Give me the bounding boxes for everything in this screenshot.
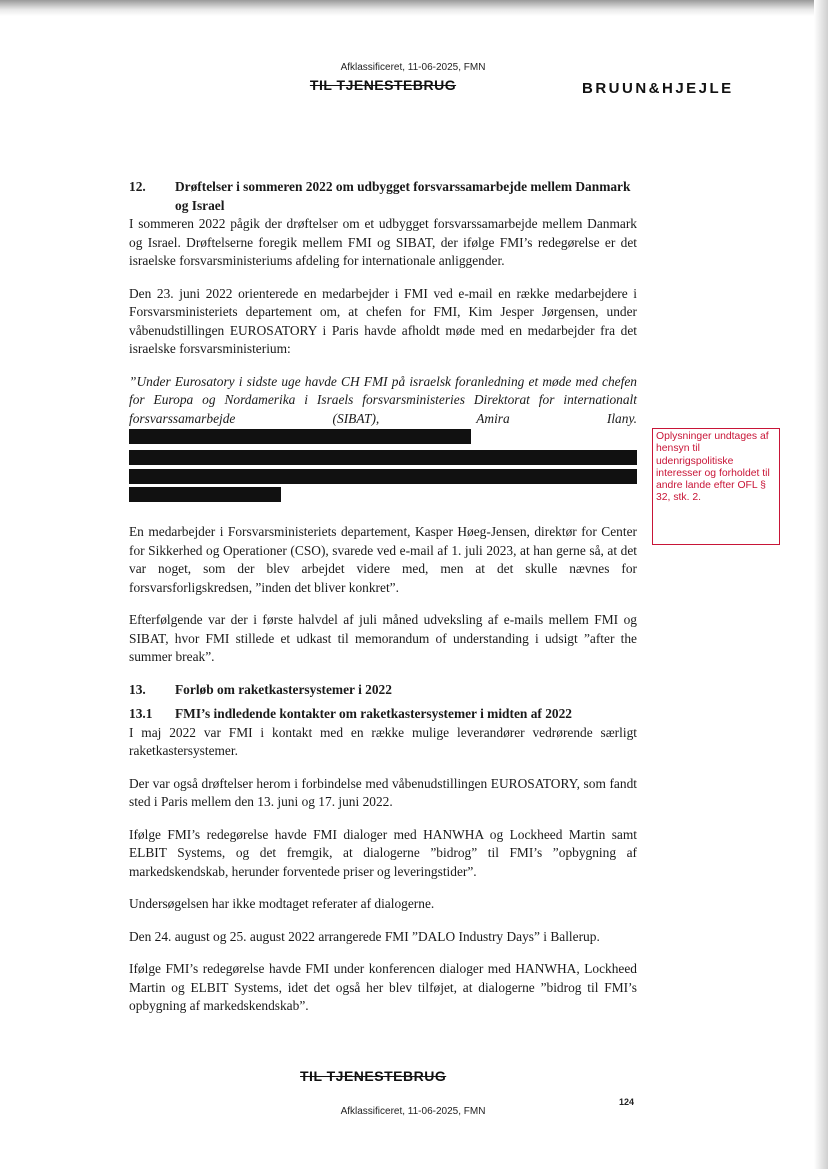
quote-paragraph xyxy=(129,373,637,447)
page-number: 124 xyxy=(619,1097,635,1107)
classification-header: TIL TJENESTEBRUG xyxy=(309,77,457,93)
paragraph: Den 24. august og 25. august 2022 arrangerede FMI ”DALO Industry Days” i Ballerup. xyxy=(129,928,600,944)
subsection-number: 13.1 xyxy=(129,706,153,721)
section-13-1-heading xyxy=(129,705,637,724)
section-12-heading xyxy=(129,178,637,215)
paragraph: En medarbejder i Forsvarsministeriets departement, Kasper Høeg-Jensen, direktør for Center for Sikkerhed og Operationer (CSO), svarede ved e-mail af 1. juli 2023, at han gerne så, at det var noget, som der blev arbejdet videre med, men at det skulle nævnes for forsvarsforligskredsen, ”inden det bliver konkret”. xyxy=(129,524,637,595)
redaction-bar xyxy=(129,487,281,502)
paragraph: I sommeren 2022 pågik der drøftelser om et udbygget forsvarssamarbejde mellem Danmark og Israel. Drøftelserne foregik mellem FMI og SIBAT, der ifølge FMI’s redegørelse er det israelske forsvarsministeriums afdeling for internationale anliggender. xyxy=(129,216,637,268)
classification-footer: TIL TJENESTEBRUG xyxy=(300,1068,447,1084)
scan-edge-right xyxy=(814,0,828,1169)
redaction-bar xyxy=(129,450,637,465)
paragraph: Undersøgelsen har ikke modtaget referater af dialogerne. xyxy=(129,896,435,911)
section-13-heading xyxy=(129,681,637,700)
declassification-stamp-bottom: Afklassificeret, 11-06-2025, FMN xyxy=(340,1106,486,1117)
redaction-annotation: Oplysninger undtages af hensyn til udenrigspolitiske interesser og forholdet til andre lande efter OFL § 32, stk. 2. xyxy=(652,428,780,545)
section-title: Drøftelser i sommeren 2022 om udbygget forsvarssamarbejde mellem Danmark og Israel xyxy=(175,179,631,213)
quote-text: ”Under Eurosatory i sidste uge havde CH FMI på israelsk foranledning et møde med chefen for Europa og Nordamerika i Israels forsvarsministeries Direktorat for internationalt forsvarssamarbejde (SIBAT), Amira Ilany. xyxy=(129,373,637,426)
redaction-bar xyxy=(129,429,471,444)
subsection-title: FMI’s indledende kontakter om raketkastersystemer i midten af 2022 xyxy=(175,706,572,721)
section-title: Forløb om raketkastersystemer i 2022 xyxy=(175,681,392,697)
firm-logo: BRUUN&HJEJLE xyxy=(582,80,734,97)
paragraph: Efterfølgende var der i første halvdel af juli måned udveksling af e-mails mellem FMI og SIBAT, hvor FMI stillede et udkast til memorandum of understanding i udsigt ”after the summer break”. xyxy=(129,612,637,664)
paragraph: Ifølge FMI’s redegørelse havde FMI dialoger med HANWHA og Lockheed Martin samt ELBIT Systems, og det fremgik, at dialogerne ”bidrog” til FMI’s ”opbygning af markedskendskab, herunder forventede priser og leveringstider”. xyxy=(129,826,637,879)
paragraph: Ifølge FMI’s redegørelse havde FMI under konferencen dialoger med HANWHA, Lockheed Martin og ELBIT Systems, idet det også her blev tilføjet, at dialogerne ”bidrog til FMI’s opbygning af markedskendskab”. xyxy=(129,961,637,1013)
declassification-stamp-top: Afklassificeret, 11-06-2025, FMN xyxy=(340,62,486,73)
paragraph: Der var også drøftelser herom i forbindelse med våbenudstillingen EUROSATORY, som fandt sted i Paris mellem den 13. juni og 17. juni 2022. xyxy=(129,775,637,809)
section-number: 12. xyxy=(129,179,146,194)
section-number: 13. xyxy=(129,681,146,697)
paragraph: Den 23. juni 2022 orienterede en medarbejder i FMI ved e-mail en række medarbejdere i Forsvarsministeriets departement om, at chefen for FMI, Kim Jesper Jørgensen, under våbenudstillingen EUROSATORY i Paris havde afholdt møde med en medarbejder fra det israelske forsvarsministerium: xyxy=(129,285,637,356)
paragraph: I maj 2022 var FMI i kontakt med en række mulige leverandører vedrørende særligt raketkastersystemer. xyxy=(129,724,637,758)
document-body xyxy=(129,178,637,1016)
redaction-bar xyxy=(129,469,637,484)
scan-edge-top xyxy=(0,0,828,16)
